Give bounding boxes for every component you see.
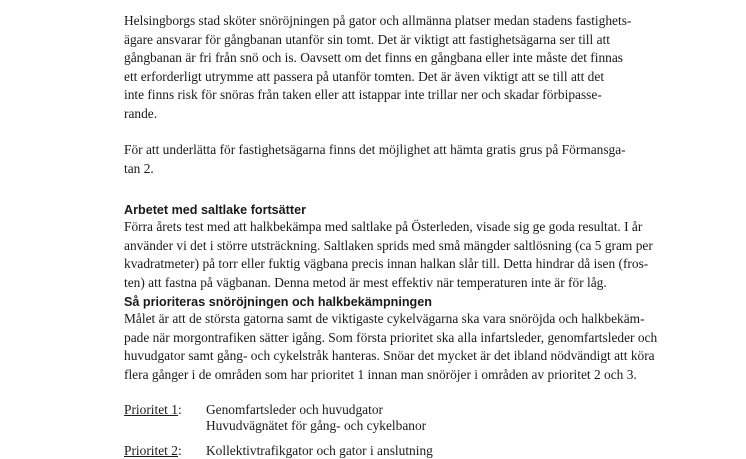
priority-2-items: [206, 443, 433, 459]
list-item: Huvudvägnätet för gång- och cykelbanor: [206, 417, 427, 433]
priority-1-label: Prioritet 1:: [124, 402, 182, 417]
text-line: tan 2.: [124, 160, 154, 176]
priority-2-row: [124, 443, 644, 459]
text-line: rande.: [124, 105, 158, 121]
text-line: flera gånger i de områden som har prioritet 1 innan man snöröjer i områden av prioritet 2 och 3.: [124, 366, 637, 382]
list-item: Kollektivtrafikgator och gator i anslutning: [206, 443, 433, 458]
text-line: För att underlätta för fastighetsägarna finns det möjlighet att hämta gratis grus på Förmansga-: [124, 142, 626, 157]
gravel-paragraph: [124, 141, 644, 178]
intro-paragraph: [124, 12, 644, 123]
list-item: Genomfartsleder och huvudgator: [206, 402, 383, 417]
text-line: ten) att fastna på vägbanan. Denna metod är mest effektiv när temperaturen inte är för låg.: [124, 274, 607, 290]
priorities-heading: Så prioriteras snöröjningen och halkbekämpningen: [124, 295, 432, 309]
text-line: gångbanan är fri från snö och is. Oavsett om det finns en gångbana eller inte måste det finnas: [124, 50, 624, 65]
text-line: Helsingborgs stad sköter snöröjningen på gator och allmänna platser medan stadens fastighets-: [124, 13, 632, 28]
priority-2-label: Prioritet 2:: [124, 443, 182, 458]
text-line: använder vi det i större utsträckning. Saltlaken sprids med små mängder saltlösning (ca 5 gram per: [124, 237, 653, 253]
text-line: pade när morgontrafiken sätter igång. Som första prioritet ska alla infartsleder, genomfartsleder och: [124, 329, 658, 345]
text-line: inte finns risk för snöras från taken eller att istappar inte trillar ner och skadar förbipasse-: [124, 87, 602, 102]
saltlake-heading: Arbetet med saltlake fortsätter: [124, 203, 306, 217]
text-line: kvadratmeter) på torr eller fuktig vägbana precis innan halkan slår till. Detta hindrar då isen (fros-: [124, 256, 649, 271]
text-line: Målet är att de största gatorna samt de viktigaste cykelvägarna ska vara snöröjda och halkbekäm-: [124, 311, 645, 326]
priority-1-row: [124, 402, 644, 433]
text-line: Förra årets test med att halkbekämpa med saltlake på Österleden, visade sig ge goda resultat. I år: [124, 219, 643, 234]
priority-1-items: [206, 402, 426, 433]
text-line: ett erforderligt utrymme att passera på utanför tomten. Det är även viktigt att se till att det: [124, 68, 605, 84]
text-line: ägare ansvarar för gångbanan utanför sin tomt. Det är viktigt att fastighetsägarna ser till att: [124, 31, 610, 47]
saltlake-paragraph: [124, 218, 653, 292]
priorities-paragraph: [124, 310, 658, 384]
text-line: huvudgator samt gång- och cykelstråk hanteras. Snöar det mycket är det ibland nödvändigt att köra: [124, 348, 655, 363]
document-page: [124, 12, 658, 459]
